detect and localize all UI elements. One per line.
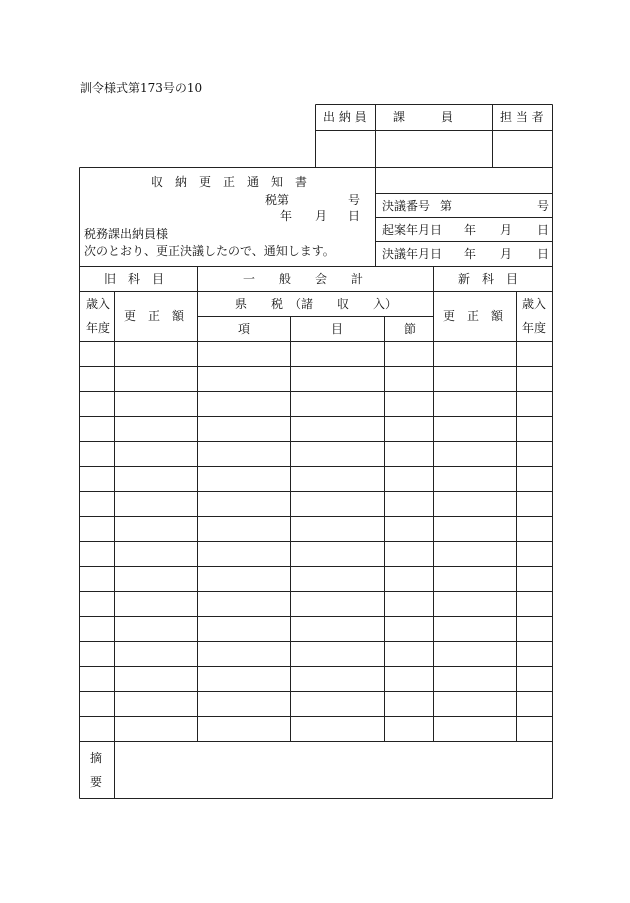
row-8-new-year-cell[interactable]: [517, 517, 552, 541]
row-5-old-year-cell[interactable]: [79, 442, 114, 466]
row-16-new-year-cell[interactable]: [517, 717, 552, 741]
old-revenue-year-line1: 歳入: [86, 297, 111, 311]
decision-no-prefix: 第: [440, 199, 453, 213]
row-8-section-cell[interactable]: [385, 517, 433, 541]
row-3-new-amount-cell[interactable]: [434, 392, 516, 416]
row-9-section-cell[interactable]: [385, 542, 433, 566]
row-7-old-amount-cell[interactable]: [115, 492, 197, 516]
row-15-item-cell[interactable]: [198, 692, 290, 716]
section-head-seal-box[interactable]: [376, 131, 492, 167]
row-14-sub-item-cell[interactable]: [291, 667, 384, 691]
row-3-old-amount-cell[interactable]: [115, 392, 197, 416]
row-16-old-year-cell[interactable]: [79, 717, 114, 741]
row-9-item-cell[interactable]: [198, 542, 290, 566]
row-11-sub-item-cell[interactable]: [291, 592, 384, 616]
row-2-section-cell[interactable]: [385, 367, 433, 391]
row-14-old-amount-cell[interactable]: [115, 667, 197, 691]
row-15-old-amount-cell[interactable]: [115, 692, 197, 716]
row-2-new-year-cell[interactable]: [517, 367, 552, 391]
row-10-sub-item-cell[interactable]: [291, 567, 384, 591]
row-5-old-amount-cell[interactable]: [115, 442, 197, 466]
row-11-new-year-cell[interactable]: [517, 592, 552, 616]
row-3-old-year-cell[interactable]: [79, 392, 114, 416]
row-7-new-amount-cell[interactable]: [434, 492, 516, 516]
row-11-old-amount-cell[interactable]: [115, 592, 197, 616]
row-4-new-amount-cell[interactable]: [434, 417, 516, 441]
row-3-item-cell[interactable]: [198, 392, 290, 416]
notice-month: 月: [315, 209, 328, 223]
row-8-item-cell[interactable]: [198, 517, 290, 541]
row-1-new-amount-cell[interactable]: [434, 342, 516, 366]
row-9-sub-item-cell[interactable]: [291, 542, 384, 566]
sub-item-header: 目: [331, 322, 344, 336]
row-14-new-year-cell[interactable]: [517, 667, 552, 691]
row-1-old-amount-cell[interactable]: [115, 342, 197, 366]
row-5-item-cell[interactable]: [198, 442, 290, 466]
decision-month: 月: [500, 247, 513, 261]
old-correction-amount-header: 更 正 額: [124, 309, 185, 323]
decision-year: 年: [464, 247, 477, 261]
row-13-sub-item-cell[interactable]: [291, 642, 384, 666]
row-6-item-cell[interactable]: [198, 467, 290, 491]
row-8-old-year-cell[interactable]: [79, 517, 114, 541]
row-6-old-amount-cell[interactable]: [115, 467, 197, 491]
row-13-item-cell[interactable]: [198, 642, 290, 666]
row-6-section-cell[interactable]: [385, 467, 433, 491]
row-10-old-year-cell[interactable]: [79, 567, 114, 591]
row-4-section-cell[interactable]: [385, 417, 433, 441]
row-14-new-amount-cell[interactable]: [434, 667, 516, 691]
row-2-sub-item-cell[interactable]: [291, 367, 384, 391]
row-7-item-cell[interactable]: [198, 492, 290, 516]
row-9-old-year-cell[interactable]: [79, 542, 114, 566]
new-subject-header: 新 科 目: [458, 272, 519, 286]
row-15-old-year-cell[interactable]: [79, 692, 114, 716]
row-7-new-year-cell[interactable]: [517, 492, 552, 516]
row-8-new-amount-cell[interactable]: [434, 517, 516, 541]
row-9-new-year-cell[interactable]: [517, 542, 552, 566]
row-2-old-year-cell[interactable]: [79, 367, 114, 391]
notice-title: 収 納 更 正 通 知 書: [151, 175, 308, 189]
row-11-old-year-cell[interactable]: [79, 592, 114, 616]
row-5-new-amount-cell[interactable]: [434, 442, 516, 466]
notice-year: 年: [280, 209, 293, 223]
row-4-old-year-cell[interactable]: [79, 417, 114, 441]
row-9-new-amount-cell[interactable]: [434, 542, 516, 566]
row-1-old-year-cell[interactable]: [79, 342, 114, 366]
old-revenue-year-line2: 年度: [86, 321, 111, 335]
row-7-sub-item-cell[interactable]: [291, 492, 384, 516]
row-8-sub-item-cell[interactable]: [291, 517, 384, 541]
decision-no-label: 決議番号: [382, 199, 431, 213]
row-6-old-year-cell[interactable]: [79, 467, 114, 491]
form-number: 訓令様式第173号の10: [80, 81, 203, 95]
row-1-new-year-cell[interactable]: [517, 342, 552, 366]
prefectural-tax-header: 県 税 （諸 収 入）: [235, 297, 398, 311]
row-13-section-cell[interactable]: [385, 642, 433, 666]
row-10-item-cell[interactable]: [198, 567, 290, 591]
row-12-old-amount-cell[interactable]: [115, 617, 197, 641]
draft-year: 年: [464, 223, 477, 237]
old-subject-header: 旧 科 目: [104, 272, 165, 286]
person-in-charge-seal-box[interactable]: [493, 131, 552, 167]
row-12-old-year-cell[interactable]: [79, 617, 114, 641]
row-13-old-amount-cell[interactable]: [115, 642, 197, 666]
row-16-new-amount-cell[interactable]: [434, 717, 516, 741]
row-12-new-amount-cell[interactable]: [434, 617, 516, 641]
row-1-item-cell[interactable]: [198, 342, 290, 366]
row-13-old-year-cell[interactable]: [79, 642, 114, 666]
row-11-item-cell[interactable]: [198, 592, 290, 616]
row-12-new-year-cell[interactable]: [517, 617, 552, 641]
section-head-label: 課 員: [393, 110, 454, 124]
notice-body: 次のとおり、更正決議したので、通知します。: [84, 244, 335, 258]
row-14-old-year-cell[interactable]: [79, 667, 114, 691]
new-revenue-year-line2: 年度: [522, 321, 547, 335]
draft-month: 月: [500, 223, 513, 237]
row-16-item-cell[interactable]: [198, 717, 290, 741]
row-10-new-amount-cell[interactable]: [434, 567, 516, 591]
row-12-section-cell[interactable]: [385, 617, 433, 641]
row-7-section-cell[interactable]: [385, 492, 433, 516]
row-11-new-amount-cell[interactable]: [434, 592, 516, 616]
row-7-old-year-cell[interactable]: [79, 492, 114, 516]
draft-date-label: 起案年月日: [382, 223, 443, 237]
row-3-new-year-cell[interactable]: [517, 392, 552, 416]
cashier-label: 出 納 員: [323, 110, 367, 124]
row-10-old-amount-cell[interactable]: [115, 567, 197, 591]
row-6-new-year-cell[interactable]: [517, 467, 552, 491]
row-10-section-cell[interactable]: [385, 567, 433, 591]
row-15-sub-item-cell[interactable]: [291, 692, 384, 716]
row-15-section-cell[interactable]: [385, 692, 433, 716]
row-2-new-amount-cell[interactable]: [434, 367, 516, 391]
row-3-sub-item-cell[interactable]: [291, 392, 384, 416]
person-in-charge-label: 担 当 者: [500, 110, 544, 124]
new-correction-amount-header: 更 正 額: [443, 309, 504, 323]
decision-date-label: 決議年月日: [382, 247, 443, 261]
tax-no-prefix: 税第: [265, 193, 290, 207]
row-6-new-amount-cell[interactable]: [434, 467, 516, 491]
row-5-section-cell[interactable]: [385, 442, 433, 466]
row-16-section-cell[interactable]: [385, 717, 433, 741]
row-3-section-cell[interactable]: [385, 392, 433, 416]
section-header: 節: [404, 322, 417, 336]
row-10-new-year-cell[interactable]: [517, 567, 552, 591]
row-2-item-cell[interactable]: [198, 367, 290, 391]
row-14-item-cell[interactable]: [198, 667, 290, 691]
row-5-new-year-cell[interactable]: [517, 442, 552, 466]
row-16-old-amount-cell[interactable]: [115, 717, 197, 741]
tax-no-suffix: 号: [348, 193, 361, 207]
row-13-new-amount-cell[interactable]: [434, 642, 516, 666]
row-4-old-amount-cell[interactable]: [115, 417, 197, 441]
addressee: 税務課出納員様: [84, 227, 169, 241]
row-15-new-year-cell[interactable]: [517, 692, 552, 716]
row-8-old-amount-cell[interactable]: [115, 517, 197, 541]
decision-no-suffix: 号: [537, 199, 550, 213]
remarks-label-line2: 要: [90, 775, 103, 789]
row-13-new-year-cell[interactable]: [517, 642, 552, 666]
row-2-old-amount-cell[interactable]: [115, 367, 197, 391]
row-4-item-cell[interactable]: [198, 417, 290, 441]
row-4-new-year-cell[interactable]: [517, 417, 552, 441]
row-15-new-amount-cell[interactable]: [434, 692, 516, 716]
data-rows: [79, 341, 552, 741]
notice-day: 日: [348, 209, 361, 223]
draft-day: 日: [537, 223, 550, 237]
decision-day: 日: [537, 247, 550, 261]
row-9-old-amount-cell[interactable]: [115, 542, 197, 566]
row-5-sub-item-cell[interactable]: [291, 442, 384, 466]
row-6-sub-item-cell[interactable]: [291, 467, 384, 491]
cashier-seal-box[interactable]: [316, 131, 375, 167]
row-12-sub-item-cell[interactable]: [291, 617, 384, 641]
item-header: 項: [238, 322, 251, 336]
row-1-sub-item-cell[interactable]: [291, 342, 384, 366]
row-12-item-cell[interactable]: [198, 617, 290, 641]
row-11-section-cell[interactable]: [385, 592, 433, 616]
remarks-label-line1: 摘: [90, 751, 103, 765]
row-4-sub-item-cell[interactable]: [291, 417, 384, 441]
general-account-header: 一 般 会 計: [243, 272, 364, 286]
row-14-section-cell[interactable]: [385, 667, 433, 691]
row-16-sub-item-cell[interactable]: [291, 717, 384, 741]
remarks-field[interactable]: [115, 742, 552, 798]
row-1-section-cell[interactable]: [385, 342, 433, 366]
new-revenue-year-line1: 歳入: [522, 297, 547, 311]
